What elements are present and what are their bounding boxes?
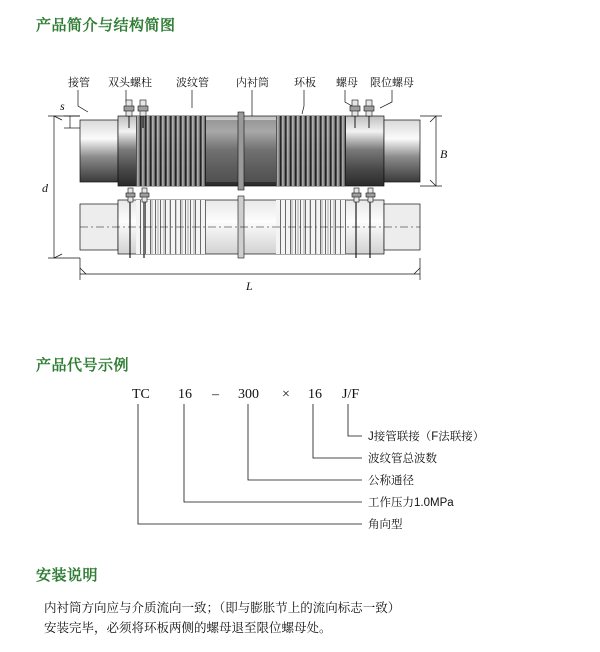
- code-desc-2: 公称通径: [368, 475, 414, 487]
- code-token-times: ×: [282, 387, 290, 402]
- section-title-install: 安装说明: [36, 567, 99, 584]
- part-label-5: 螺母: [336, 77, 358, 89]
- part-label-2: 波纹管: [176, 77, 209, 89]
- dimension-label-l: L: [246, 279, 253, 292]
- part-label-0: 接管: [68, 77, 90, 89]
- code-desc-4: 角向型: [368, 519, 403, 531]
- code-token-pressure: 16: [178, 387, 192, 402]
- code-desc-3: 工作压力1.0MPa: [368, 497, 454, 509]
- part-label-1: 双头螺柱: [108, 77, 152, 89]
- code-token-diameter: 300: [238, 387, 259, 402]
- section-title-intro: 产品简介与结构简图: [36, 17, 176, 34]
- installation-notes: [44, 598, 564, 638]
- code-leader-lines: [138, 404, 362, 524]
- code-desc-1: 波纹管总波数: [368, 453, 437, 465]
- code-token-dash: –: [212, 387, 219, 402]
- dimension-label-b: B: [440, 147, 448, 161]
- product-code-example: [40, 380, 560, 540]
- code-descriptions: [368, 429, 484, 531]
- dimension-label-d: d: [42, 181, 48, 195]
- install-note-line-2: 安装完毕，必须将环板两侧的螺母退至限位螺母处。: [44, 621, 332, 635]
- lower-assembly: [80, 188, 420, 258]
- code-token-waves: 16: [308, 387, 322, 402]
- section-title-code: 产品代号示例: [36, 357, 130, 374]
- part-label-3: 内衬筒: [236, 77, 269, 89]
- code-token-connection: J/F: [342, 387, 360, 402]
- part-label-6: 限位螺母: [370, 77, 414, 89]
- dimension-label-s: s: [60, 99, 65, 113]
- structure-diagram: [40, 62, 560, 292]
- code-tokens: [132, 387, 359, 402]
- upper-assembly: [80, 100, 420, 190]
- diagram-part-labels: [68, 75, 414, 89]
- code-desc-0: J接管联接（F法联接）: [368, 431, 485, 443]
- part-label-4: 环板: [294, 77, 316, 89]
- install-note-line-1: 内衬筒方向应与介质流向一致；（即与膨胀节上的流向标志一致）: [44, 601, 401, 615]
- code-token-series: TC: [132, 387, 150, 402]
